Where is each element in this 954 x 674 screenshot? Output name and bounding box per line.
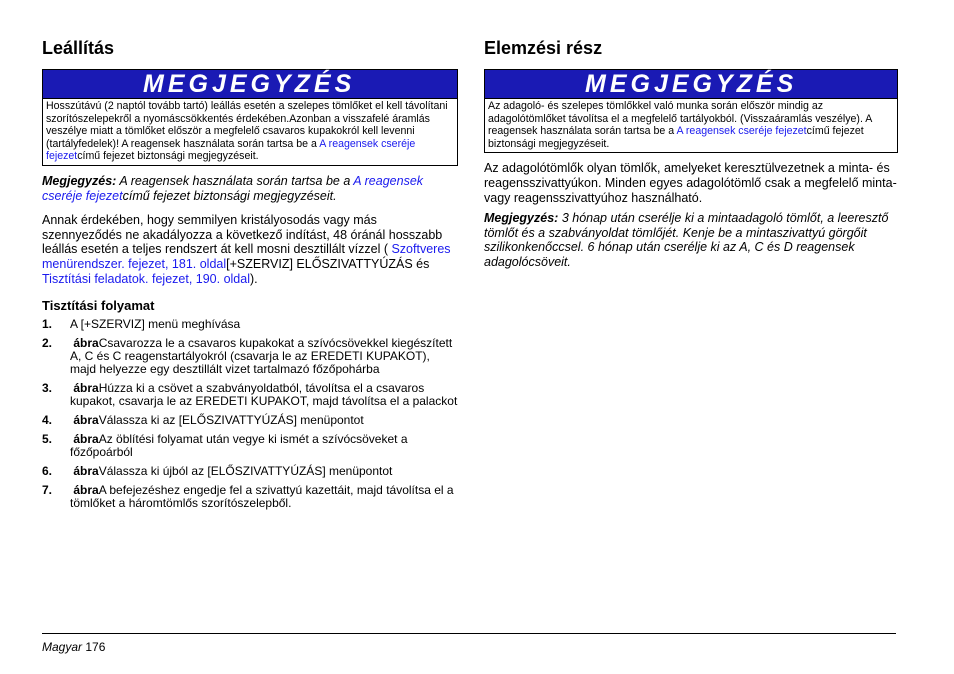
flush-paragraph <box>42 213 458 286</box>
remark-text-end: című fejezet biztonsági megjegyzéseit. <box>122 188 337 203</box>
step-item <box>42 484 458 510</box>
note-title: MEGJEGYZÉS <box>43 70 457 98</box>
step-figure-label: ábra <box>70 483 99 498</box>
note-box <box>42 69 458 166</box>
step-item <box>42 433 458 459</box>
paragraph-text: Annak érdekében, hogy semmilyen kristályosodás vagy más szennyeződés ne akadályozza a következő indítást, 48 óránál hosszabb leállás esetén a teljes rendszert át kell mosni desztillált vízzel ( <box>42 213 443 257</box>
remark-text: A reagensek használata során tartsa be a <box>116 173 354 188</box>
step-figure-label: ábra <box>70 336 99 351</box>
step-text: Válassza ki az [ELŐSZIVATTYÚZÁS] menüpontot <box>98 413 364 428</box>
step-item <box>42 465 458 478</box>
page-number: 176 <box>85 640 106 654</box>
steps-list <box>42 318 458 510</box>
step-figure-label: ábra <box>70 381 99 396</box>
step-item <box>42 337 458 376</box>
step-number: 2. <box>42 336 53 351</box>
note-title: MEGJEGYZÉS <box>485 70 897 98</box>
footer <box>42 640 105 654</box>
step-number: 5. <box>42 432 53 447</box>
remark-label: Megjegyzés: <box>484 211 559 226</box>
software-menu-link[interactable]: Szoftveres menürendszer. fejezet, 181. oldal <box>42 242 451 271</box>
step-item <box>42 318 458 331</box>
note-text-end: című fejezet biztonsági megjegyzéseit. <box>77 150 259 163</box>
step-item <box>42 414 458 427</box>
step-figure-label: ábra <box>70 432 99 447</box>
section-heading-elemzesi-resz: Elemzési rész <box>484 38 603 58</box>
note-link[interactable]: A reagensek cseréje fejezet <box>676 125 807 138</box>
step-text: Válassza ki újból az [ELŐSZIVATTYÚZÁS] menüpontot <box>98 464 393 479</box>
note-body <box>485 98 897 152</box>
step-item <box>42 382 458 408</box>
step-number: 6. <box>42 464 53 479</box>
tubing-paragraph: Az adagolótömlők olyan tömlők, amelyeket keresztülvezetnek a minta- és reagensszivattyúkon. Minden egyes adagolótömlő csak a megfelelő minta- vagy reagensszivattyúhoz használható. <box>484 161 897 205</box>
step-text: Húzza ki a csövet a szabványoldatból, távolítsa el a csavaros kupakot, csavarja le az EREDETI KUPAKOT, majd távolítsa el a palackot <box>70 381 458 409</box>
left-column <box>42 36 458 516</box>
step-text: Az öblítési folyamat után vegye ki ismét a szívócsöveket a főzőpoárból <box>70 432 408 460</box>
cleaning-tasks-link[interactable]: Tisztítási feladatok. fejezet, 190. oldal <box>42 271 250 286</box>
step-number: 1. <box>42 317 53 332</box>
step-number: 7. <box>42 483 53 498</box>
remark-text: 3 hónap után cserélje ki a mintaadagoló tömlőt, a leeresztő tömlőt és a szabványoldat tömlőjét. Kenje be a mintaszivattyú görgőit szilikonkenőccsel. 6 hónap után cserélje ki az A, C és D reagensek adagolócsöveit. <box>484 211 889 269</box>
footer-language: Magyar <box>42 640 83 654</box>
note-text: Az adagoló- és szelepes tömlőkkel való munka során először mindig az adagolótömlőket távolítsa el a megfelelő tartályokból. (Visszaáramlás veszélye). A reagensek használata során tartsa be a <box>488 100 872 138</box>
paragraph-text-end: ). <box>249 271 258 286</box>
right-column <box>484 36 898 270</box>
step-text: A befejezéshez engedje fel a szivattyú kazettáit, majd távolítsa el a tömlőket a háromtömlős szorítószelepből. <box>70 483 454 511</box>
remark <box>484 211 898 269</box>
step-number: 3. <box>42 381 53 396</box>
note-link[interactable]: A reagensek cseréje fejezet <box>46 137 416 163</box>
note-body <box>43 98 457 165</box>
note-text: Hosszútávú (2 naptól tovább tartó) leállás esetén a szelepes tömlőket el kell távolítani szorítószelepekről a nyomáscsökkentés érdekében.Azonban a visszafelé áramlás veszélye miatt a tömlőket először a megfelelő csavaros kupakokról kell levenni (tartályfedelek)! A reagensek használata során tartsa be a <box>46 100 448 150</box>
remark <box>42 174 458 203</box>
paragraph-text-mid: [+SZERVIZ] ELŐSZIVATTYÚZÁS és <box>226 256 430 271</box>
section-heading-leallitas: Leállítás <box>42 38 115 58</box>
step-text: A [+SZERVIZ] menü meghívása <box>70 317 241 332</box>
remark-link[interactable]: A reagensek cseréje fejezet <box>42 173 424 203</box>
step-figure-label: ábra <box>70 413 99 428</box>
footer-divider <box>42 633 896 634</box>
subheading-tisztitasi-folyamat: Tisztítási folyamat <box>42 298 155 314</box>
remark-label: Megjegyzés: <box>42 173 117 188</box>
note-text-end: című fejezet biztonsági megjegyzéseit. <box>488 125 864 150</box>
step-text: Csavarozza le a csavaros kupakokat a szívócsövekkel kiegészített A, C és C reagenstartályokról (csavarja le az EREDETI KUPAKOT), majd helyezze egy desztillált vizet tartalmazó főzőpohárba <box>70 336 453 377</box>
step-figure-label: ábra <box>70 464 99 479</box>
step-number: 4. <box>42 413 53 428</box>
note-box <box>484 69 898 153</box>
